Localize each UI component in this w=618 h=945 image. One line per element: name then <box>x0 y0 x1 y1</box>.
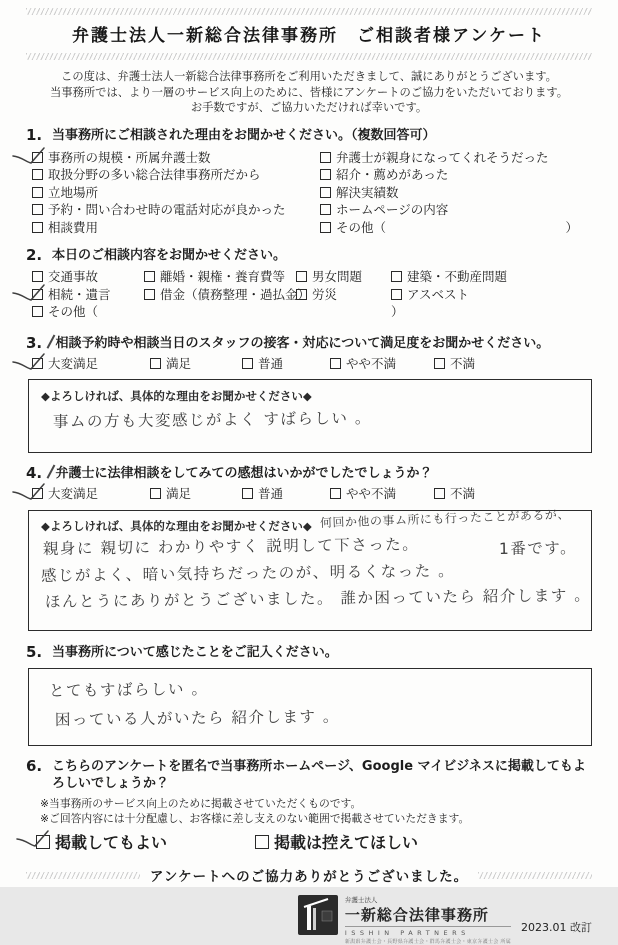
q2-option-construction: 建築・不動産問題 <box>391 268 592 286</box>
title-hatch-bottom <box>26 53 592 60</box>
checkbox-q4-very-satisfied[interactable] <box>32 488 43 499</box>
checkbox-q2-construction[interactable] <box>391 271 402 282</box>
q2-option-gender-issue: 男女問題 <box>296 268 391 286</box>
question-5 <box>26 643 592 746</box>
q2-option-other: その他（ <box>32 303 391 321</box>
checkbox-q3-satisfied[interactable] <box>150 358 161 369</box>
q2-option-inheritance: 相続・遺言 <box>32 286 144 304</box>
q3-option-very-satisfied: 大変満足 <box>32 355 150 373</box>
q1-other-close-paren: ） <box>565 219 578 235</box>
page-title: 弁護士法人一新総合法律事務所 ご相談者様アンケート <box>72 26 546 46</box>
q4-comment-box[interactable] <box>28 506 592 631</box>
q2-option-traffic: 交通事故 <box>32 268 144 286</box>
checkbox-q2-gender-issue[interactable] <box>296 271 307 282</box>
question-4-number: 4. <box>26 464 43 482</box>
footer-hatch-right <box>478 872 592 879</box>
checkbox-q2-divorce[interactable] <box>144 271 155 282</box>
q2-option-asbestos: アスベスト <box>391 286 592 304</box>
checkbox-q1-location[interactable] <box>32 187 43 198</box>
footer-thanks-text: アンケートへのご協力ありがとうございました。 <box>149 869 469 885</box>
checkbox-q2-other[interactable] <box>32 306 43 317</box>
logo-org-type: 弁護士法人 <box>344 896 378 904</box>
q4-option-slightly-dissatisfied: やや不満 <box>330 485 434 503</box>
q1-option-fee: 相談費用 <box>32 219 320 237</box>
q5-comment-box[interactable] <box>28 668 592 746</box>
checkbox-q4-neutral[interactable] <box>242 488 253 499</box>
q3-option-satisfied: 満足 <box>150 355 242 373</box>
question-3 <box>26 334 592 454</box>
intro-text <box>26 69 592 116</box>
handwritten-check-icon <box>12 350 48 376</box>
checkbox-q4-slightly-dissatisfied[interactable] <box>330 488 341 499</box>
q1-option-referral: 紹介・薦めがあった <box>320 166 578 184</box>
q5-handwritten-line2: 困っている人がいたら 紹介します 。 <box>54 707 340 729</box>
q6-option-allow-publish: 掲載してもよい <box>36 834 167 852</box>
checkbox-q4-dissatisfied[interactable] <box>434 488 445 499</box>
question-3-number: 3. <box>26 333 43 352</box>
question-1 <box>26 126 592 237</box>
checkbox-q2-debt[interactable] <box>144 289 155 300</box>
q1-option-track-record: 解決実績数 <box>320 184 578 202</box>
checkbox-q1-kind-lawyer[interactable] <box>320 152 331 163</box>
question-3-title: 相談予約時や相談当日のスタッフの接客・対応について満足度をお聞かせください。 <box>55 335 550 351</box>
logo-org-name: 一新総合法律事務所 <box>345 904 511 927</box>
question-6-title: こちらのアンケートを匿名で当事務所ホームページ、Google マイビジネスに掲載してもよろしいでしょうか？ <box>52 758 586 791</box>
q1-option-kind-lawyer: 弁護士が親身になってくれそうだった <box>320 149 578 167</box>
q6-option-decline-publish: 掲載は控えてほしい <box>255 834 418 852</box>
q2-other-close-paren: ） <box>391 304 404 319</box>
handwritten-check-icon <box>16 827 52 853</box>
footer-thanks <box>26 865 592 885</box>
question-4-title: 弁護士に法律相談をしてみての感想はいかがでしたでしょうか？ <box>55 466 433 481</box>
logo-affiliations: 新潟県弁護士会・長野県弁護士会・群馬弁護士会・東京弁護士会 所属 <box>344 939 512 945</box>
question-2-number: 2. <box>26 246 43 264</box>
checkbox-q1-phone-response[interactable] <box>32 204 43 215</box>
checkbox-q1-many-fields[interactable] <box>32 169 43 180</box>
question-2 <box>26 246 592 321</box>
q4-handwritten-line2-right: 1番です。 <box>498 538 578 558</box>
q2-option-debt: 借金（債務整理・過払金） <box>144 286 296 304</box>
checkbox-q3-neutral[interactable] <box>242 358 253 369</box>
q4-comment-prompt: ◆よろしければ、具体的な理由をお聞かせください◆ <box>41 518 312 533</box>
question-1-title: 当事務所にご相談された理由をお聞かせください。（複数回答可） <box>52 127 436 143</box>
checkbox-q3-very-satisfied[interactable] <box>32 358 43 369</box>
checkbox-q1-track-record[interactable] <box>320 187 331 198</box>
q4-option-very-satisfied: 大変満足 <box>32 485 150 503</box>
q3-option-neutral: 普通 <box>242 355 330 373</box>
q3-comment-box[interactable] <box>28 379 592 453</box>
question-5-title: 当事務所について感じたことをご記入ください。 <box>52 644 338 660</box>
q2-option-labor-accident: 労災 <box>296 286 391 304</box>
q6-note-1: ※当事務所のサービス向上のために掲載させていただくものです。 <box>40 796 362 810</box>
checkbox-q3-dissatisfied[interactable] <box>434 358 445 369</box>
q4-handwritten-line3: 感じがよく、暗い気持ちだったのが、明るくなった 。 <box>40 561 456 585</box>
q1-option-location: 立地場所 <box>32 184 320 202</box>
checkbox-q3-slightly-dissatisfied[interactable] <box>330 358 341 369</box>
checkbox-q2-traffic[interactable] <box>32 271 43 282</box>
q1-option-other: その他（ ） <box>320 219 578 237</box>
footer-hatch-left <box>26 872 140 879</box>
q3-handwritten-answer: 事ムの方も大変感じがよく すばらしい 。 <box>52 409 372 431</box>
isshin-logo-icon <box>298 895 338 935</box>
question-1-number: 1. <box>26 125 43 144</box>
q1-option-many-fields: 取扱分野の多い総合法律事務所だから <box>32 166 320 184</box>
question-2-title: 本日のご相談内容をお聞かせください。 <box>52 248 287 263</box>
question-6-number: 6. <box>26 756 43 775</box>
checkbox-q2-labor-accident[interactable] <box>296 289 307 300</box>
q3-comment-prompt: ◆よろしければ、具体的な理由をお聞かせください◆ <box>41 389 312 403</box>
checkbox-q6-allow-publish[interactable] <box>36 835 50 849</box>
intro-line: お手数ですが、ご協力いただければ幸いです。 <box>190 101 428 114</box>
checkbox-q6-decline-publish[interactable] <box>255 835 269 849</box>
question-4 <box>26 464 592 631</box>
checkbox-q1-referral[interactable] <box>320 169 331 180</box>
q3-option-dissatisfied: 不満 <box>434 355 475 373</box>
q4-option-dissatisfied: 不満 <box>434 485 475 503</box>
question-6 <box>26 757 592 852</box>
q4-handwritten-line1: 何回か他の事ム所にも行ったことがあるが、 <box>319 506 570 530</box>
q1-option-phone-response: 予約・問い合わせ時の電話対応が良かった <box>32 201 320 219</box>
q4-handwritten-line2: 親身に 親切に わかりやすく 説明して下さった。 <box>42 534 420 558</box>
checkbox-q1-website[interactable] <box>320 204 331 215</box>
checkbox-q1-office-size[interactable] <box>32 152 43 163</box>
checkbox-q2-asbestos[interactable] <box>391 289 402 300</box>
q6-note-2: ※ご回答内容には十分配慮し、お客様に差し支えのない範囲で掲載させていただきます。 <box>40 811 470 825</box>
checkbox-q1-fee[interactable] <box>32 222 43 233</box>
q4-option-satisfied: 満足 <box>150 485 242 503</box>
handwritten-check-icon <box>12 480 48 506</box>
revision-date: 2023.01 改訂 <box>521 921 592 934</box>
intro-line: この度は、弁護士法人一新総合法律事務所をご利用いただきまして、誠にありがとうございます。 <box>61 70 557 83</box>
question-5-number: 5. <box>26 642 43 661</box>
q5-handwritten-line1: とてもすばらしい 。 <box>48 679 209 700</box>
checkbox-q4-satisfied[interactable] <box>150 488 161 499</box>
checkbox-q2-inheritance[interactable] <box>32 289 43 300</box>
q2-option-divorce: 離婚・親権・養育費等 <box>144 268 296 286</box>
q4-handwritten-line4: ほんとうにありがとうございました。 誰か困っていたら 紹介します 。 <box>44 585 592 611</box>
q3-option-slightly-dissatisfied: やや不満 <box>330 355 434 373</box>
intro-line: 当事務所では、より一層のサービス向上のために、皆様にアンケートのご協力をいただいております。 <box>49 85 569 99</box>
title-hatch-top <box>26 8 592 15</box>
firm-logo-block <box>26 895 592 945</box>
q1-option-website: ホームページの内容 <box>320 201 578 219</box>
checkbox-q1-other[interactable] <box>320 222 331 233</box>
q4-option-neutral: 普通 <box>242 485 330 503</box>
logo-latin-name: ISSHIN PARTNERS <box>344 929 470 937</box>
q1-option-office-size: 事務所の規模・所属弁護士数 <box>32 149 320 167</box>
